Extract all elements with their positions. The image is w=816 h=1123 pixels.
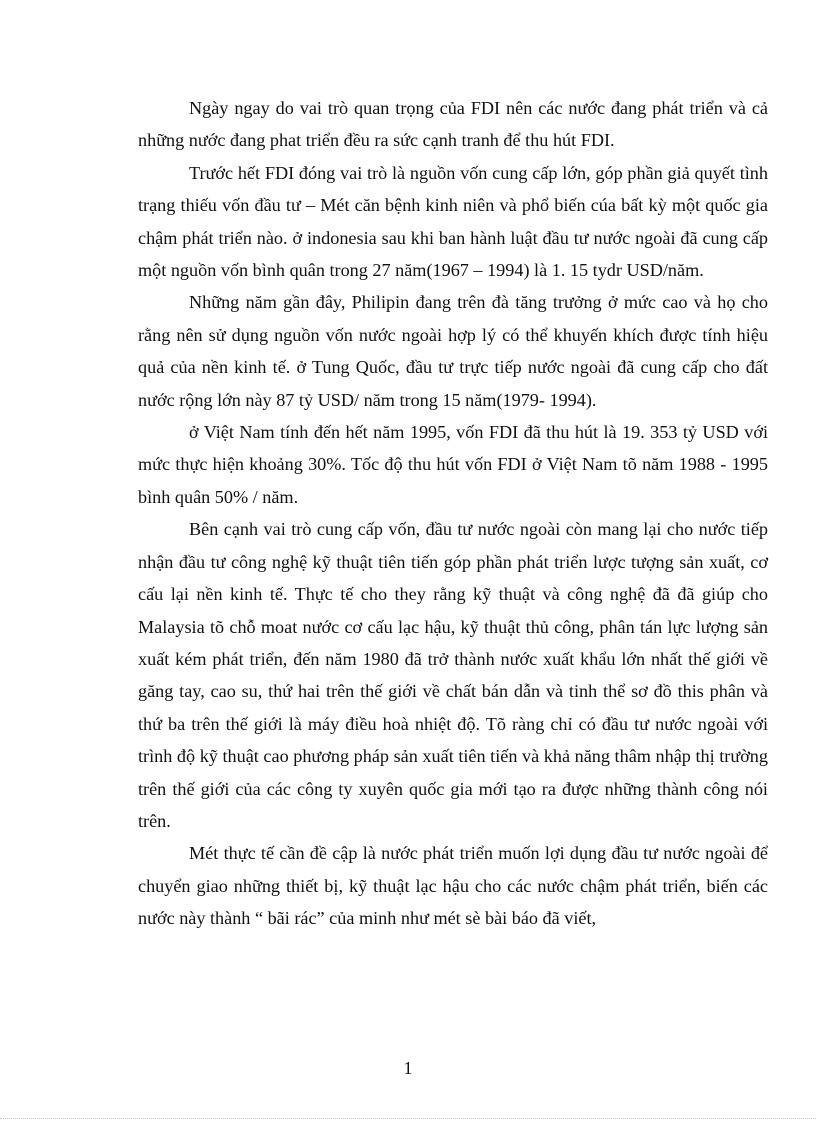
page-number: 1 bbox=[403, 1058, 413, 1078]
paragraph-3: Những năm gần đây, Philipin đang trên đà tăng trưởng ở mức cao và họ cho rằng nên sử dụng nguồn vốn nước ngoài hợp lý có thể khuyến khích được tính hiệu quả của nền kinh tế. ở Tung Quốc, đầu tư trực tiếp nước ngoài đã cung cấp cho đất nước rộng lớn này 87 tỷ USD/ năm trong 15 năm(1979- 1994). bbox=[138, 292, 768, 410]
paragraph-1: Ngày ngay do vai trò quan trọng của FDI nên các nước đang phát triển và cả những nước đang phat triển đều ra sức cạnh tranh để thu hút FDI. bbox=[138, 98, 768, 151]
paragraph-4: ở Việt Nam tính đến hết năm 1995, vốn FDI đã thu hút là 19. 353 tỷ USD với mức thực hiện khoảng 30%. Tốc độ thu hút vốn FDI ở Việt Nam tõ năm 1988 - 1995 bình quân 50% / năm. bbox=[138, 422, 768, 507]
paragraph-6: Mét thực tế cần đề cập là nước phát triển muốn lợi dụng đầu tư nước ngoài để chuyển giao những thiết bị, kỹ thuật lạc hậu cho các nước chậm phát triển, biến các nước này thành “ bãi rác” của minh như mét sè bài báo đã viết, bbox=[138, 843, 768, 929]
paragraph-2: Trước hết FDI đóng vai trò là nguồn vốn cung cấp lớn, góp phần giả quyết tình trạng thiếu vốn đầu tư – Mét căn bệnh kinh niên và phổ biến cúa bất kỳ một quốc gia chậm phát triển nào. ở indonesia sau khi ban hành luật đầu tư nước ngoài đã cung cấp một nguồn vốn bình quân trong 27 năm(1967 – 1994) là 1. 15 tydr USD/năm. bbox=[138, 162, 768, 281]
paragraph-5: Bên cạnh vai trò cung cấp vốn, đầu tư nước ngoài còn mang lại cho nước tiếp nhận đầu tư công nghệ kỹ thuật tiên tiến góp phần phát triển lược tượng sản xuất, cơ cấu lại nền kinh tế. Thực tế cho they rằng kỹ thuật và công nghệ đã đã giúp cho Malaysia tõ chỗ moat nước cơ cấu lạc hậu, kỹ thuật thủ công, phân tán lực lượng sản xuất kém phát triển, đến năm 1980 đã trở thành nước xuất khẩu lớn nhất thế giới về găng tay, cao su, thứ hai trên thế giới về chất bán dẫn và tinh thể sơ đồ this phân và thứ ba trên thế giới là máy điều hoà nhiệt độ. Tõ ràng chỉ có đầu tư nước ngoài với trình độ kỹ thuật cao phương pháp sản xuất tiên tiến và khả năng thâm nhập thị trường trên thế giới của các công ty xuyên quốc gia mới tạo ra được những thành công nói trên. bbox=[138, 519, 768, 831]
bottom-divider bbox=[0, 1118, 816, 1120]
body-text bbox=[138, 92, 768, 935]
